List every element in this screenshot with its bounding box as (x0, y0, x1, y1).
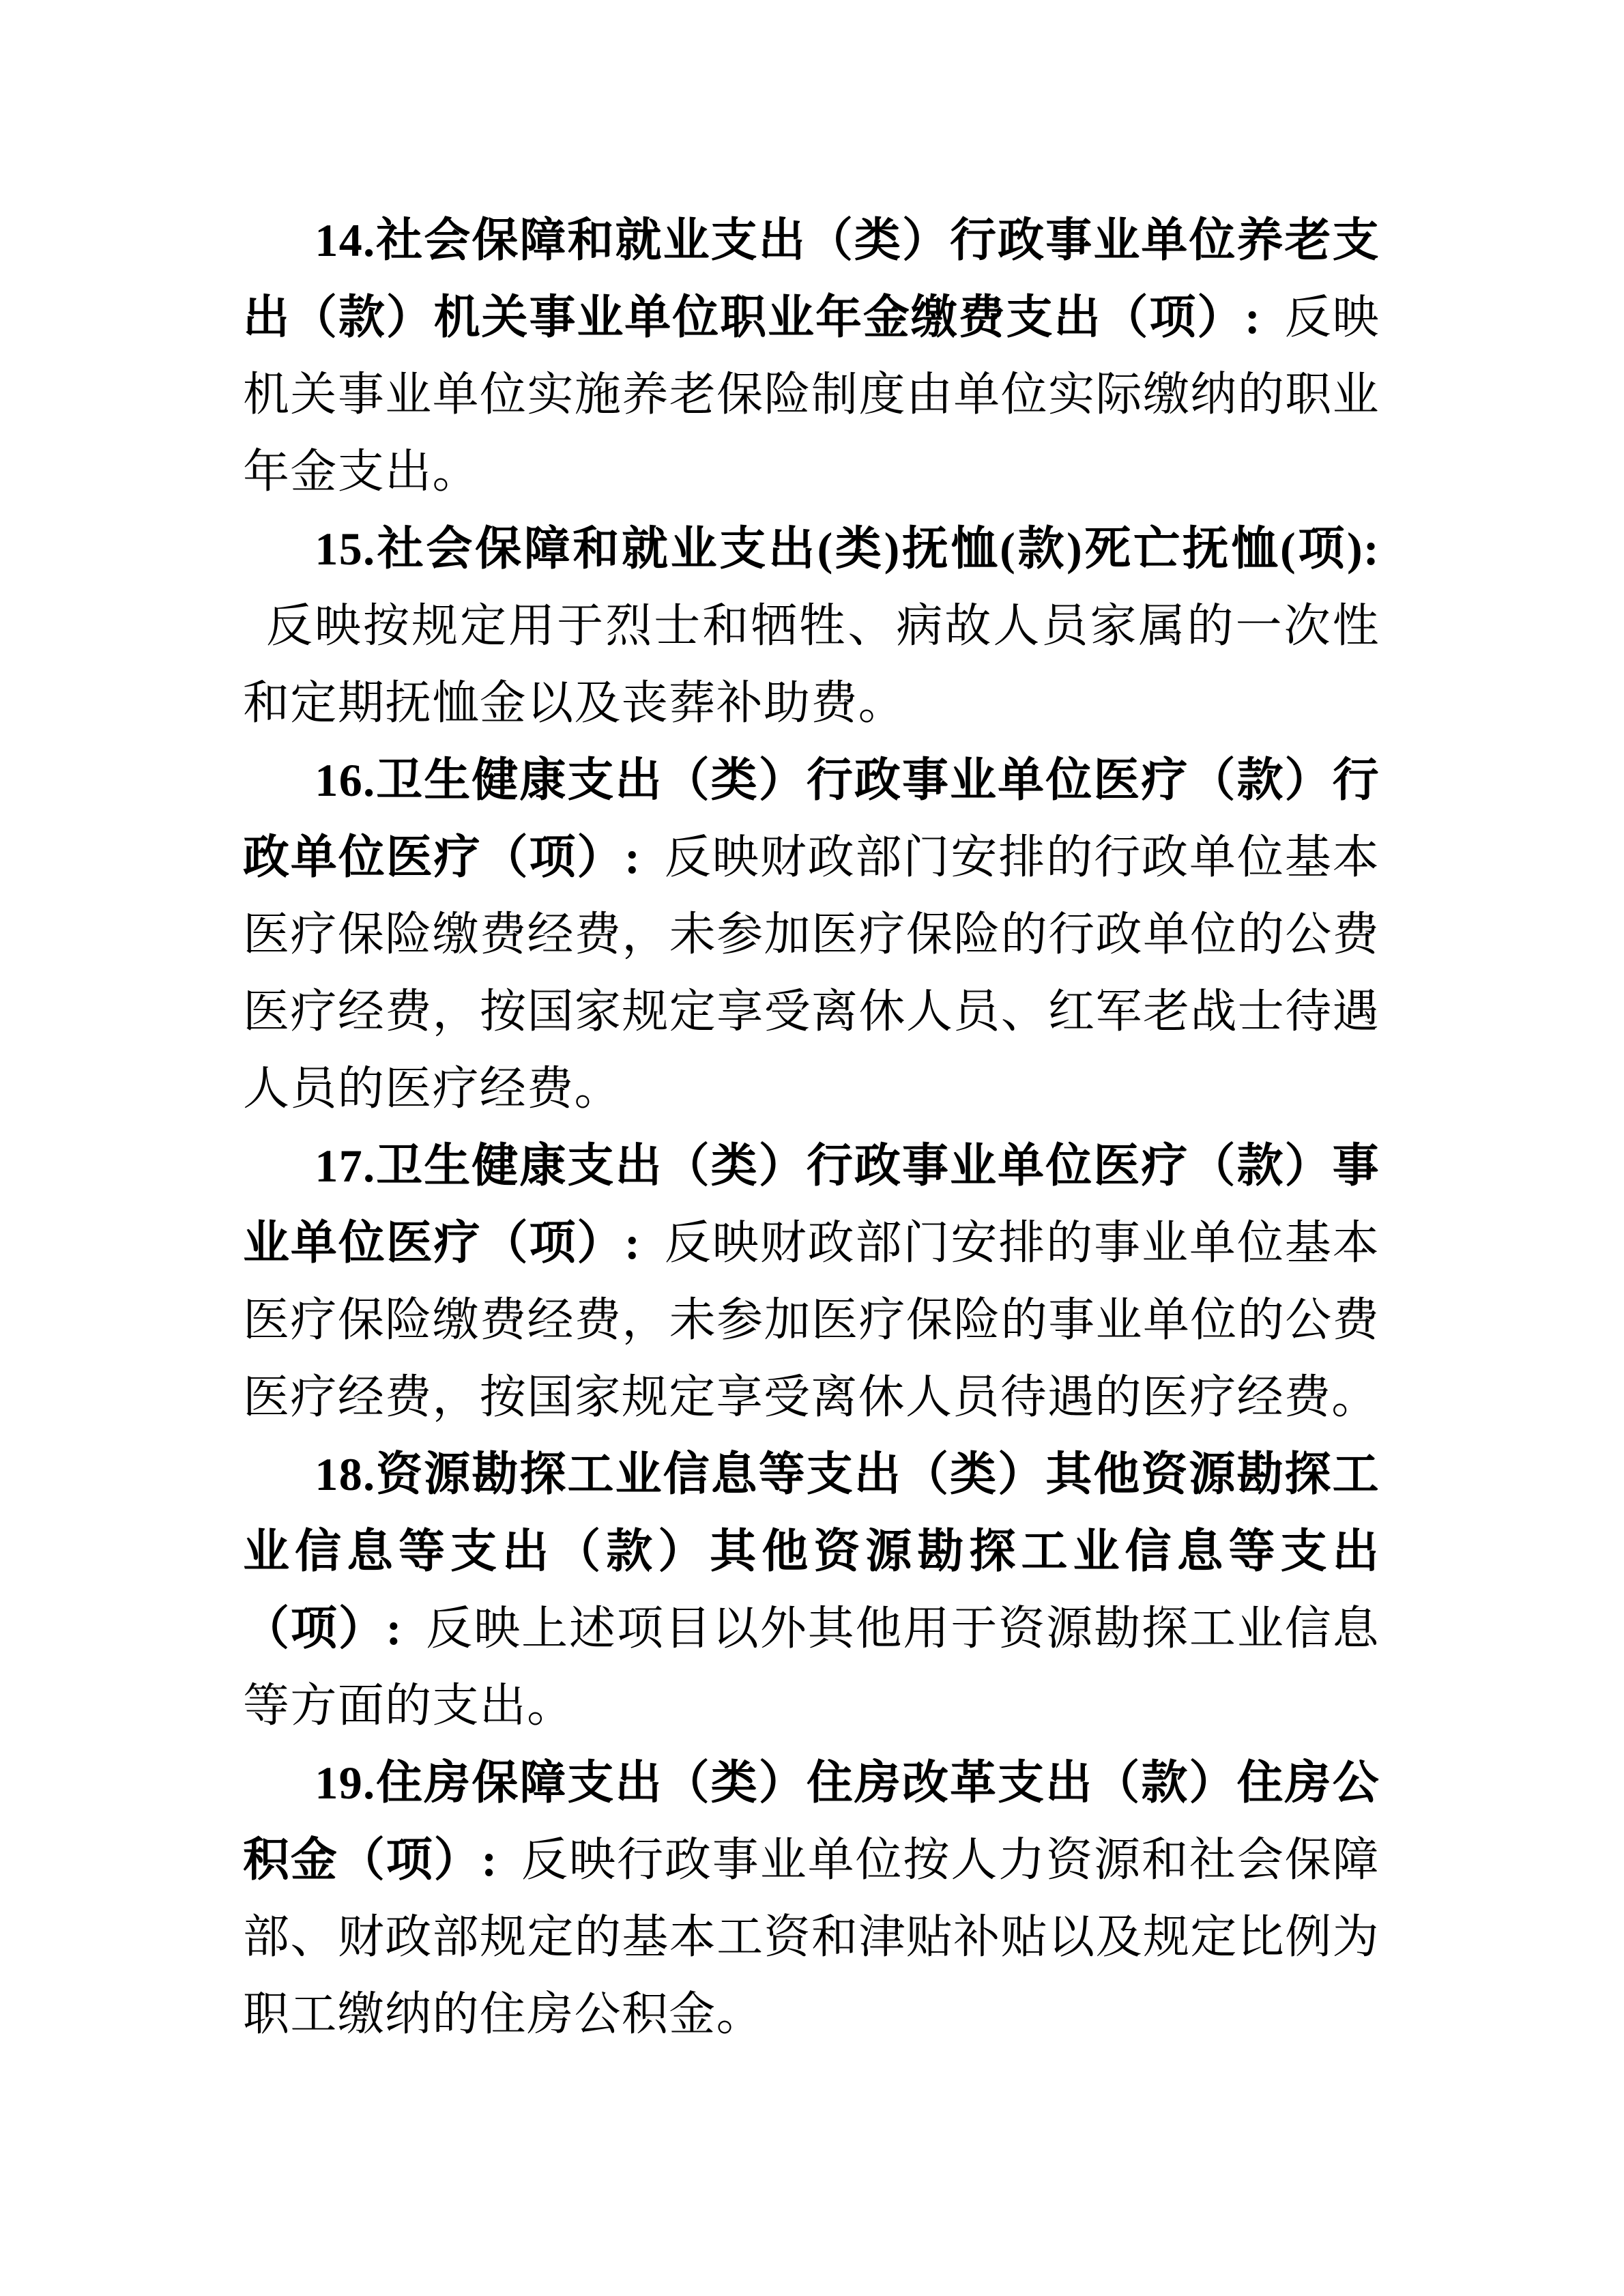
paragraph-16 (243, 742, 1380, 1128)
paragraph-18-heading: 18.资源勘探工业信息等支出（类）其他资源勘探工业信息等支出（款）其他资源勘探工业信息等支出（项）: (243, 1448, 1380, 1654)
paragraph-19-body: 反映行政事业单位按人力资源和社会保障部、财政部规定的基本工资和津贴补贴以及规定比例为职工缴纳的住房公积金。 (243, 1834, 1380, 2040)
paragraph-15 (243, 511, 1380, 742)
paragraph-19 (243, 1745, 1380, 2053)
paragraph-18-body: 反映上述项目以外其他用于资源勘探工业信息等方面的支出。 (243, 1603, 1380, 1732)
paragraph-18 (243, 1436, 1380, 1745)
paragraph-14-body: 反映机关事业单位实施养老保险制度由单位实际缴纳的职业年金支出。 (243, 291, 1380, 498)
paragraph-14-heading: 14.社会保障和就业支出（类）行政事业单位养老支出（款）机关事业单位职业年金缴费支出（项）: (243, 214, 1380, 343)
paragraph-16-body: 反映财政部门安排的行政单位基本医疗保险缴费经费，未参加医疗保险的行政单位的公费医疗经费，按国家规定享受离休人员、红军老战士待遇人员的医疗经费。 (243, 831, 1380, 1115)
paragraph-17 (243, 1128, 1380, 1436)
paragraph-19-heading: 19.住房保障支出（类）住房改革支出（款）住房公积金（项）: (243, 1757, 1380, 1886)
text-content (243, 202, 1380, 2053)
paragraph-15-body: 反映按规定用于烈士和牺牲、病故人员家属的一次性和定期抚恤金以及丧葬补助费。 (243, 600, 1380, 729)
paragraph-14 (243, 202, 1380, 511)
paragraph-15-heading: 15.社会保障和就业支出(类)抚恤(款)死亡抚恤(项): (315, 523, 1380, 575)
paragraph-17-heading: 17.卫生健康支出（类）行政事业单位医疗（款）事业单位医疗（项）: (243, 1140, 1380, 1269)
paragraph-16-heading: 16.卫生健康支出（类）行政事业单位医疗（款）行政单位医疗（项）: (243, 754, 1380, 883)
paragraph-17-body: 反映财政部门安排的事业单位基本医疗保险缴费经费，未参加医疗保险的事业单位的公费医疗经费，按国家规定享受离休人员待遇的医疗经费。 (243, 1217, 1380, 1423)
